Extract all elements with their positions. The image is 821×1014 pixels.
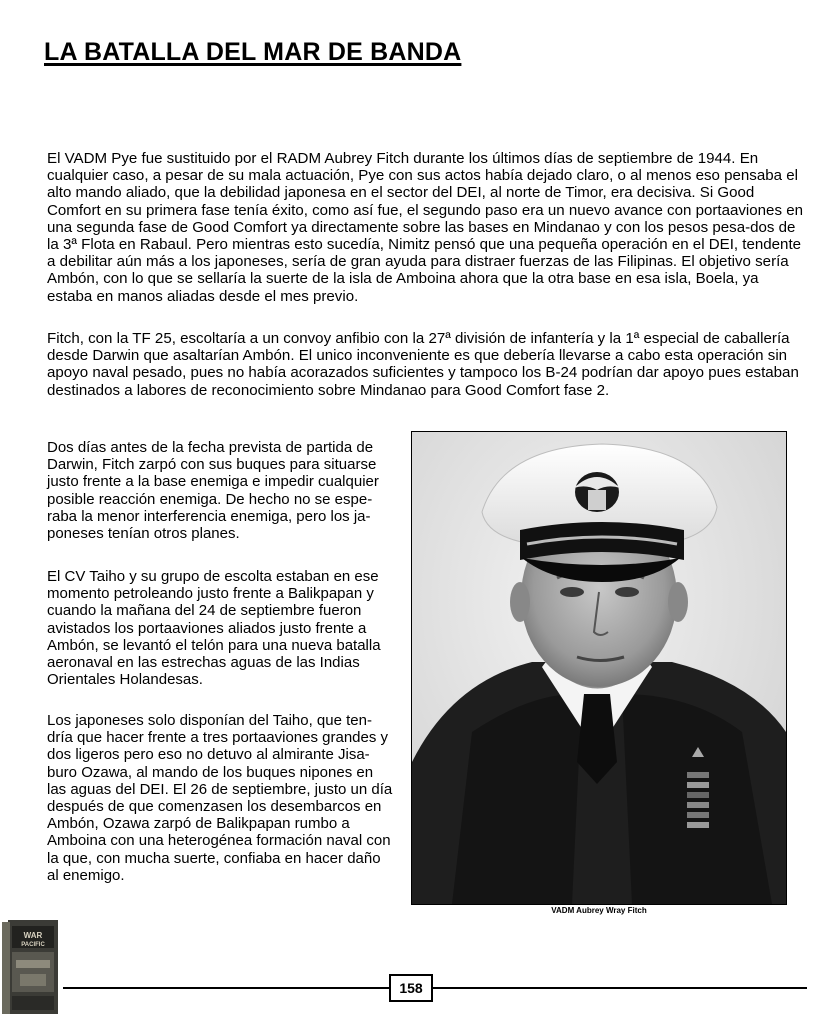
intro-paragraph: El VADM Pye fue sustituido por el RADM Aubrey Fitch durante los últimos días de septiembre de 1944. En cualquier caso, a pesar de su mala actuación, Pye con sus actos había dejado claro, o al menos eso pensaba el alto mando aliado, que la debilidad japonesa en el sector del DEI, al norte de Timor, era decisiva. Si Good Comfort en su primera fase tenía éxito, como así fue, el segundo paso era un nuevo avance con portaaviones en una segunda fase de Good Comfort ya directamente sobre las bases en Mindanao y con los pesos pesa-dos de la 3ª Flota en Rabaul. Pero mientras esto sucedía, Nimitz pensó que una pequeña operación en el DEI, tendente a debilitar aún más a los japoneses, sería de gran ayuda para distraer fuerzas de las Filipinas. El objetivo sería Ambón, con lo que se sellaría la suerte de la isla de Amboina ahora que la otra base en esa isla, Boela, ya estaba en manos aliadas desde el mes previo. (47, 150, 803, 305)
portrait-illustration (412, 432, 786, 904)
photo-caption: VADM Aubrey Wray Fitch (551, 906, 647, 915)
book-cover-thumbnail (2, 918, 60, 1014)
page-title: LA BATALLA DEL MAR DE BANDA (44, 38, 462, 66)
cover-title-word-1: WAR (23, 931, 43, 940)
column-paragraph-2: El CV Taiho y su grupo de escolta estaban en ese momento petroleando justo frente a Balikpapan y cuando la mañana del 24 de septiembre fueron avistados los portaaviones aliados justo frente a Ambón, se levantó el telón para una nueva batalla aeronaval en las estrechas aguas de las Indias Orientales Holandesas. (47, 568, 381, 689)
fitch-paragraph: Fitch, con la TF 25, escoltaría a un convoy anfibio con la 27ª división de infantería y la 1ª especial de caballería desde Darwin que asaltarían Ambón. El unico inconveniente es que debería llevarse a cabo esta operación sin apoyo naval pesado, pues no había acorazados suficientes y tampoco los B-24 podrían dar apoyo pues estaban destinados a labores de reconocimiento sobre Mindanao para Good Comfort fase 2. (47, 330, 799, 399)
column-paragraph-3: Los japoneses solo disponían del Taiho, que ten-dría que hacer frente a tres portaaviones grandes y dos ligeros pero eso no detuvo al almirante Jisa-buro Ozawa, al mando de los buques nipones en las aguas del DEI. El 26 de septiembre, justo un día después de que comenzasen los desembarcos en Ambón, Ozawa zarpó de Balikpapan rumbo a Amboina con una heterogénea formación naval con la que, con mucha suerte, confiaba en hacer daño al enemigo. (47, 712, 393, 884)
column-paragraph-1: Dos días antes de la fecha prevista de partida de Darwin, Fitch zarpó con sus buques para situarse justo frente a la base enemiga e impedir cualquier posible reacción enemiga. De hecho no se espe-raba la menor interferencia enemiga, pero los ja-poneses tenían otros planes. (47, 439, 379, 543)
page-number: 158 (389, 974, 433, 1002)
cover-title-word-2: PACIFIC (21, 942, 45, 948)
footer-rule (63, 987, 807, 989)
portrait-photo (411, 431, 787, 905)
